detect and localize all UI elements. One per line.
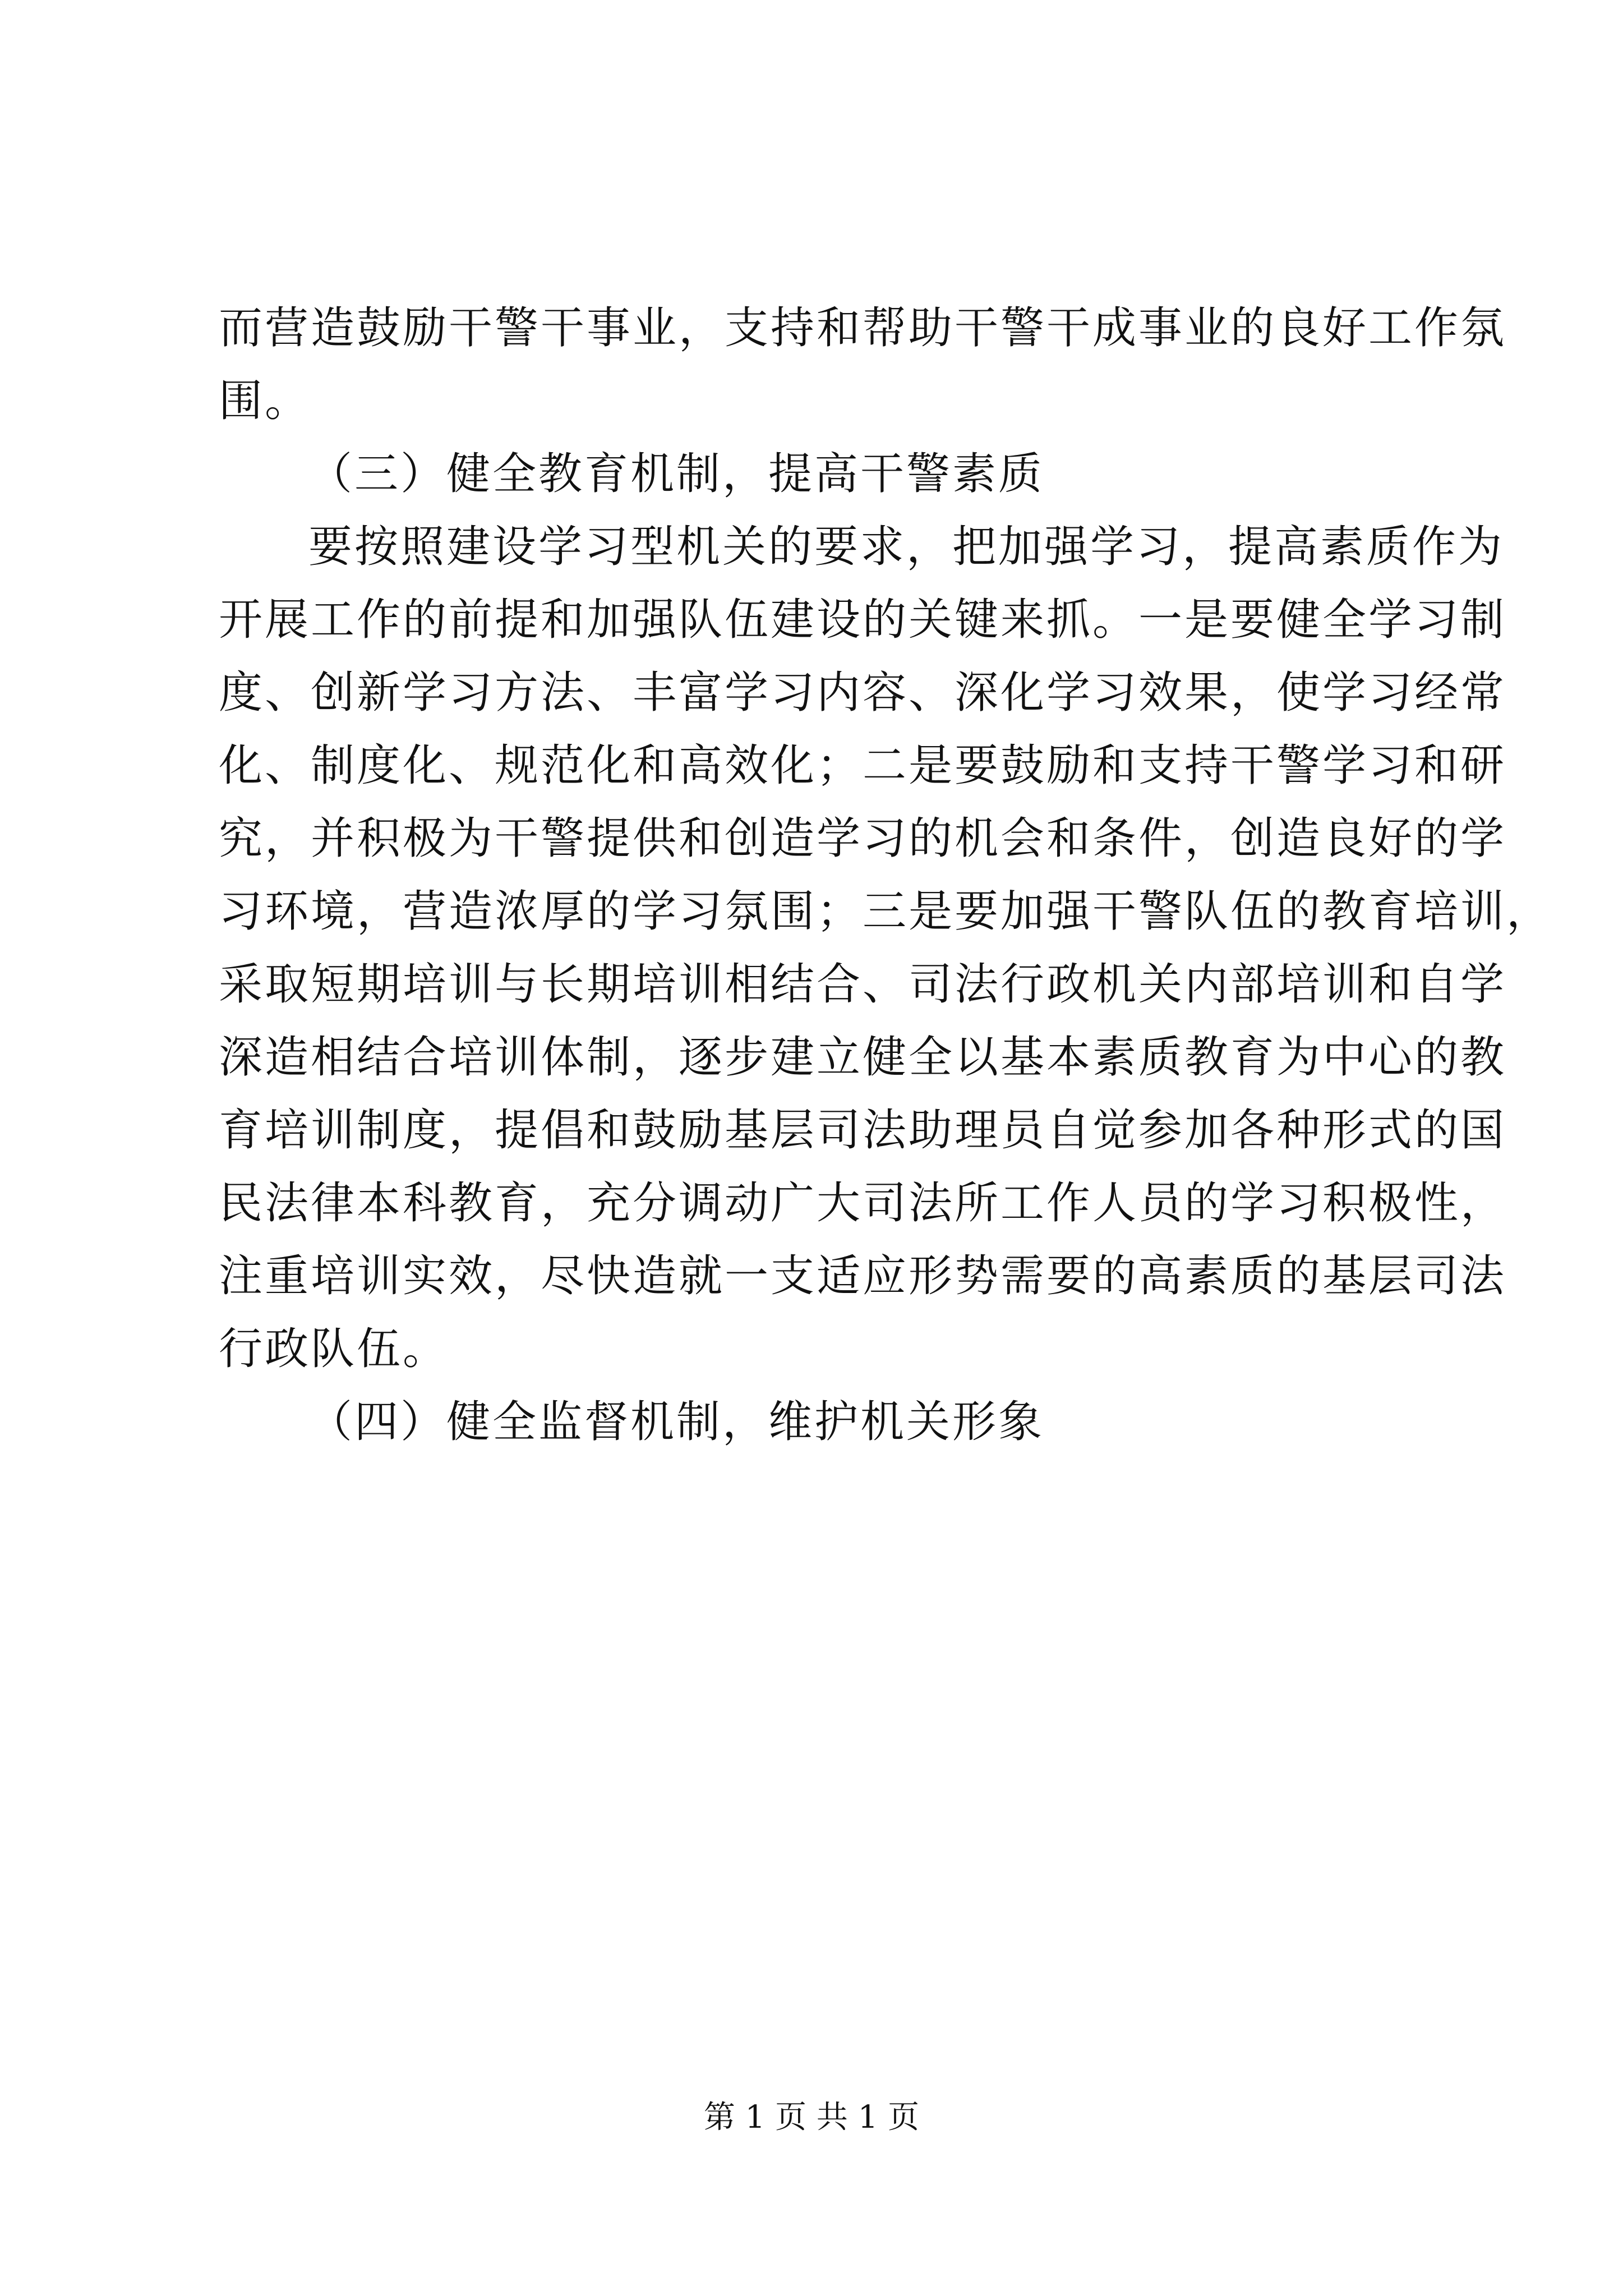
document-content (219, 292, 1553, 1458)
section-4-heading: （四）健全监督机制，维护机关形象 (308, 1397, 1045, 1447)
paragraph-line: 深造相结合培训体制，逐步建立健全以基本素质教育为中心的教 (219, 1032, 1507, 1083)
paragraph-line: 化、制度化、规范化和高效化；二是要鼓励和支持干警学习和研 (219, 740, 1507, 791)
continuation-paragraph (219, 292, 1507, 438)
paragraph-line: 习环境，营造浓厚的学习氛围；三是要加强干警队伍的教育培训， (219, 886, 1553, 937)
paragraph-line: 而营造鼓励干警干事业，支持和帮助干警干成事业的良好工作氛 (219, 303, 1507, 353)
paragraph-line: 要按照建设学习型机关的要求，把加强学习，提高素质作为 (308, 522, 1505, 572)
paragraph-line: 育培训制度，提倡和鼓励基层司法助理员自觉参加各种形式的国 (219, 1105, 1507, 1156)
paragraph-line: 开展工作的前提和加强队伍建设的关键来抓。一是要健全学习制 (219, 595, 1507, 645)
paragraph-line: 究，并积极为干警提供和创造学习的机会和条件，创造良好的学 (219, 813, 1507, 864)
paragraph-line: 围。 (219, 376, 311, 426)
page-footer: 第 1 页 共 1 页 (703, 2099, 920, 2136)
section-3-paragraph (219, 510, 1553, 1386)
paragraph-line: 行政队伍。 (219, 1324, 449, 1374)
section-3-heading: （三）健全教育机制，提高干警素质 (308, 449, 1045, 499)
paragraph-line: 注重培训实效，尽快造就一支适应形势需要的高素质的基层司法 (219, 1251, 1507, 1301)
paragraph-line: 度、创新学习方法、丰富学习内容、深化学习效果，使学习经常 (219, 668, 1507, 718)
paragraph-line: 民法律本科教育，充分调动广大司法所工作人员的学习积极性， (219, 1178, 1507, 1228)
paragraph-line: 采取短期培训与长期培训相结合、司法行政机关内部培训和自学 (219, 959, 1507, 1010)
